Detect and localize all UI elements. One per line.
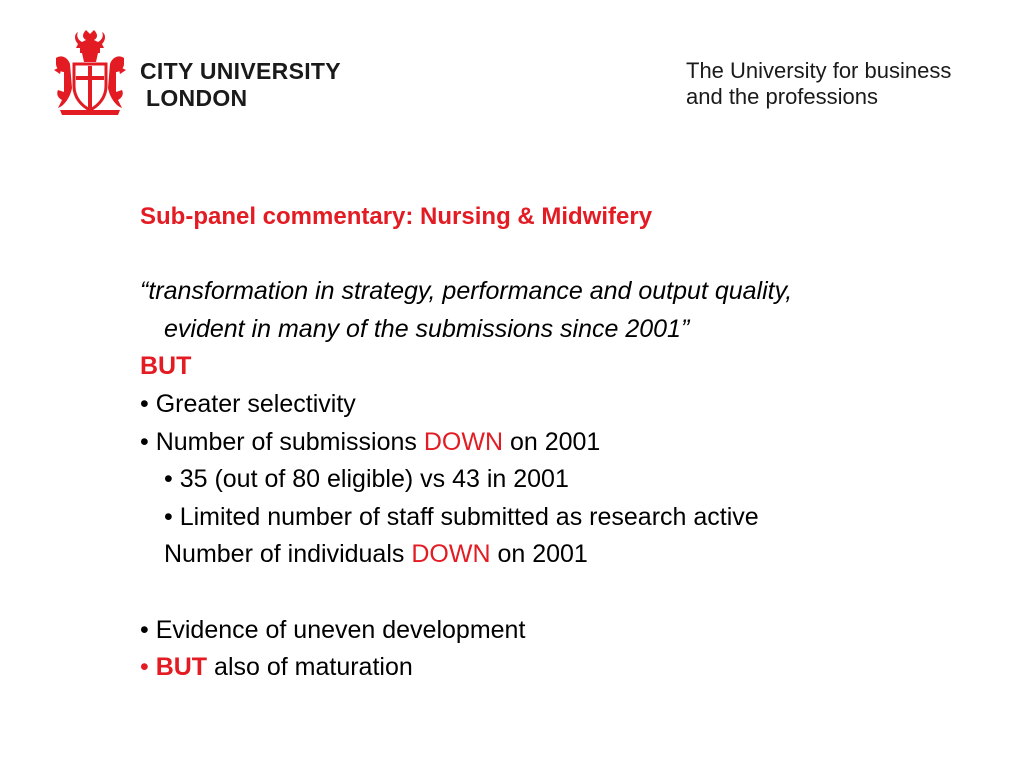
tagline-line-2: and the professions [686,84,879,109]
bullet-text-end: also of maturation [207,653,413,682]
slide-heading: Sub-panel commentary: Nursing & Midwifery [140,203,653,230]
line-text-end: on 2001 [490,540,588,569]
but-highlight: BUT [155,653,208,682]
line-text: Number of individuals [164,540,412,569]
university-logo [52,28,362,118]
bullet-text-end: on 2001 [503,427,601,456]
red-bullet: • [140,653,156,682]
logo-wordmark [140,58,341,112]
bullet-number-of-submissions [140,424,980,462]
bullet-maturation [140,649,980,687]
sub-bullet-limited-staff: • Limited number of staff submitted as research active [164,502,759,531]
city-university-crest-icon [52,28,128,116]
sub-line-individuals [140,536,980,574]
quote-line-1: “transformation in strategy, performance and output quality, [140,277,793,306]
logo-line-2: LONDON [146,85,248,111]
bullet-uneven-development: • Evidence of uneven development [140,615,526,644]
tagline-line-1: The University for business [686,58,952,83]
sub-bullet-submission-count: • 35 (out of 80 eligible) vs 43 in 2001 [164,465,569,494]
spacer [140,574,980,612]
bullet-greater-selectivity: • Greater selectivity [140,389,356,418]
down-highlight: DOWN [423,427,504,456]
but-label: BUT [140,352,192,381]
slide-content [140,198,980,687]
university-tagline [686,58,951,110]
logo-line-1: CITY UNIVERSITY [140,58,341,84]
down-highlight: DOWN [411,540,491,569]
spacer [140,236,980,274]
quote-line-2: evident in many of the submissions since 2001” [164,314,690,343]
bullet-text: • Number of submissions [140,427,424,456]
